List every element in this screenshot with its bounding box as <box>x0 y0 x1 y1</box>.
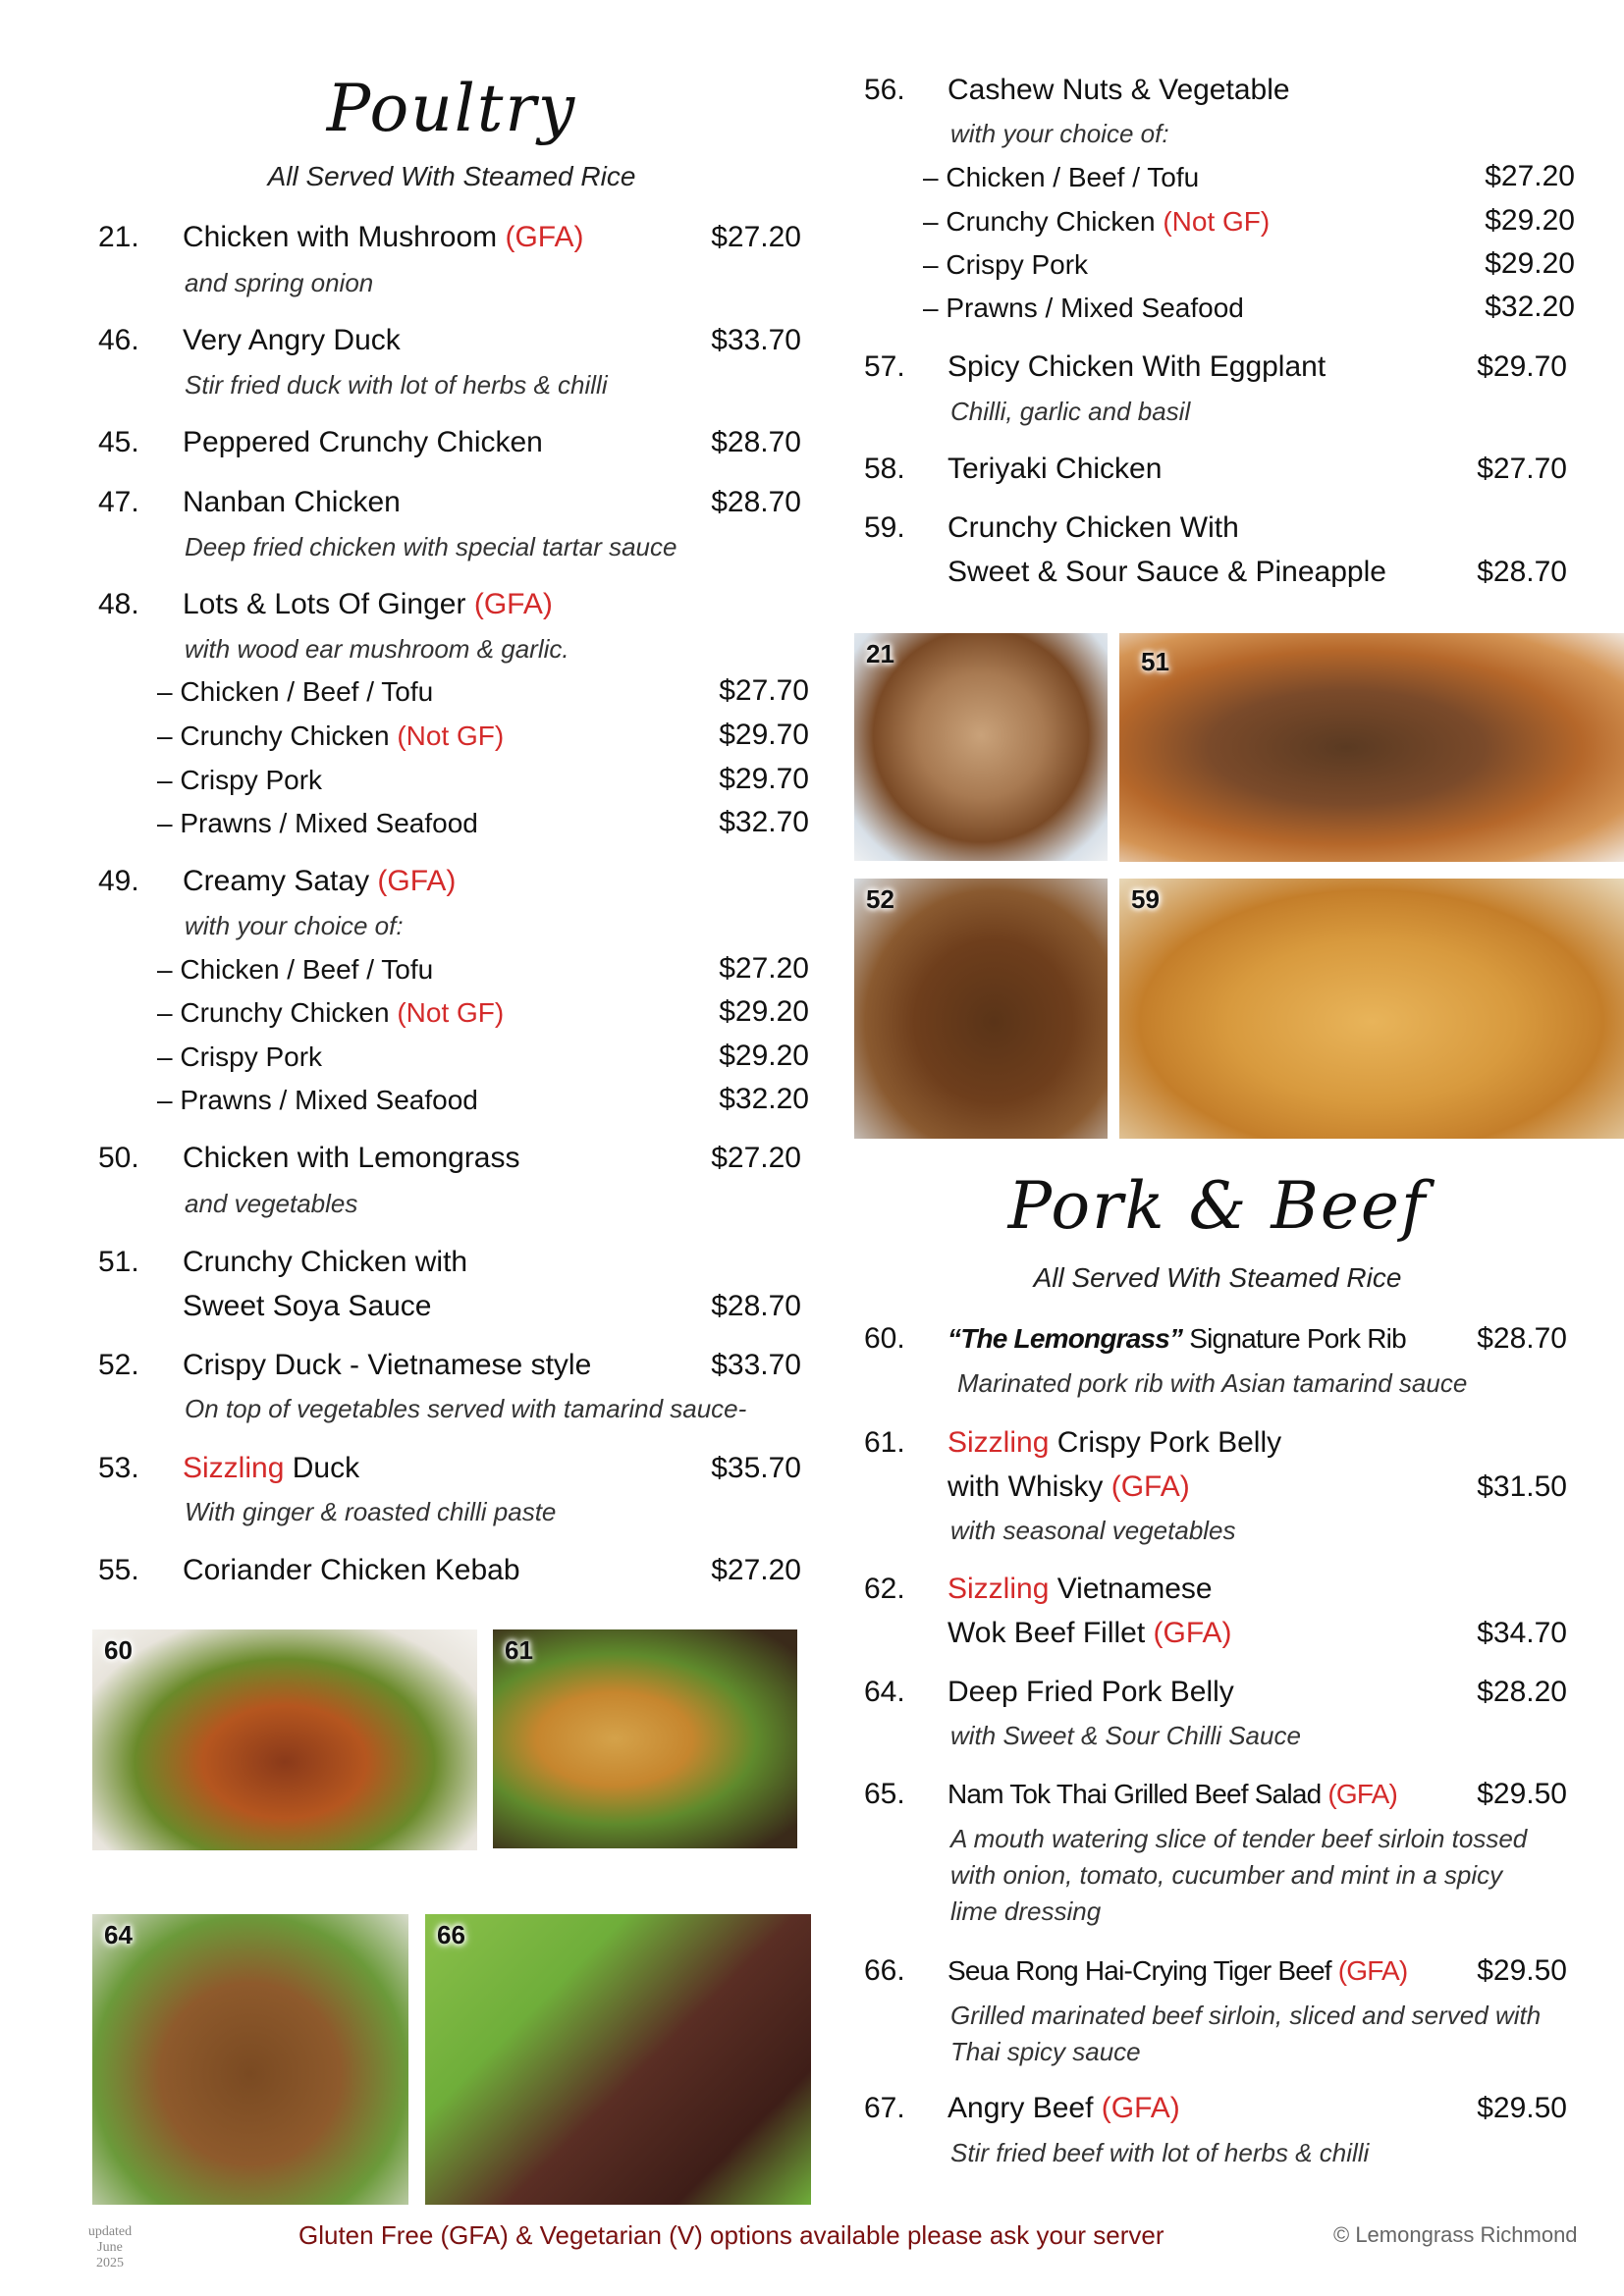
item-price: $27.70 <box>1477 453 1567 485</box>
item-option: – Prawns / Mixed Seafood <box>157 1085 478 1115</box>
sizzling-tag: Sizzling <box>947 1573 1050 1605</box>
item-description: Deep fried chicken with special tartar sauce <box>185 532 677 561</box>
item-name: Angry Beef (GFA) <box>947 2092 1180 2124</box>
item-price: $35.70 <box>711 1452 801 1484</box>
dish-photo-66 <box>425 1914 811 2205</box>
item-name: Sizzling Vietnamese <box>947 1573 1213 1605</box>
section-subtitle-pork-beef: All Served With Steamed Rice <box>1033 1262 1402 1293</box>
item-description: with seasonal vegetables <box>950 1516 1236 1545</box>
item-name-line2: Sweet & Sour Sauce & Pineapple <box>947 556 1386 588</box>
gfa-tag: (GFA) <box>1327 1779 1398 1809</box>
item-description: with Sweet & Sour Chilli Sauce <box>950 1721 1301 1750</box>
item-name: Sizzling Crispy Pork Belly <box>947 1426 1282 1459</box>
item-price: $33.70 <box>711 324 801 356</box>
item-name: Cashew Nuts & Vegetable <box>947 74 1290 106</box>
item-name: Deep Fried Pork Belly <box>947 1676 1234 1708</box>
sizzling-tag: Sizzling <box>183 1452 285 1484</box>
photo-label: 59 <box>1131 884 1160 914</box>
item-name: Peppered Crunchy Chicken <box>183 426 543 458</box>
option-price: $27.20 <box>719 952 809 985</box>
item-description: On top of vegetables served with tamarind sauce- <box>185 1394 747 1423</box>
item-price: $27.20 <box>711 1142 801 1174</box>
photo-label: 66 <box>437 1920 465 1949</box>
item-number: 67. <box>864 2092 905 2124</box>
item-number: 52. <box>98 1349 139 1381</box>
item-option: – Crispy Pork <box>923 249 1089 280</box>
item-price: $29.50 <box>1477 1778 1567 1810</box>
item-name: Nanban Chicken <box>183 486 401 518</box>
item-description: and vegetables <box>185 1189 358 1218</box>
gfa-tag: (GFA) <box>1337 1955 1408 1986</box>
dietary-note: Gluten Free (GFA) & Vegetarian (V) options available please ask your server <box>298 2220 1164 2250</box>
photo-label: 64 <box>104 1920 133 1949</box>
sizzling-tag: Sizzling <box>947 1426 1050 1459</box>
item-description: Stir fried duck with lot of herbs & chilli <box>185 370 608 400</box>
item-name: Sizzling Duck <box>183 1452 360 1484</box>
item-number: 64. <box>864 1676 905 1708</box>
option-price: $27.70 <box>719 674 809 707</box>
item-name: Crunchy Chicken With <box>947 511 1239 544</box>
item-option: – Prawns / Mixed Seafood <box>157 808 478 838</box>
item-price: $29.70 <box>1477 350 1567 383</box>
photo-label: 21 <box>866 639 894 668</box>
option-price: $29.20 <box>719 995 809 1028</box>
item-number: 45. <box>98 426 139 458</box>
dish-photo-21 <box>854 633 1108 861</box>
option-price: $32.20 <box>719 1083 809 1115</box>
item-name: Spicy Chicken With Eggplant <box>947 350 1326 383</box>
item-description: with wood ear mushroom & garlic. <box>185 634 569 664</box>
item-number: 47. <box>98 486 139 518</box>
item-name: Creamy Satay (GFA) <box>183 865 457 897</box>
item-option: – Crispy Pork <box>157 1041 323 1072</box>
item-name-line2: with Whisky (GFA) <box>947 1470 1190 1503</box>
gfa-tag: (GFA) <box>473 588 553 620</box>
item-description: lime dressing <box>950 1896 1102 1926</box>
item-number: 48. <box>98 588 139 620</box>
item-option: – Chicken / Beef / Tofu <box>923 162 1200 192</box>
item-option: – Crunchy Chicken (Not GF) <box>157 721 505 751</box>
item-name-line2: Sweet Soya Sauce <box>183 1290 432 1322</box>
item-description: Marinated pork rib with Asian tamarind sauce <box>957 1368 1468 1398</box>
gfa-tag: (GFA) <box>1110 1470 1190 1503</box>
item-description: With ginger & roasted chilli paste <box>185 1497 557 1526</box>
option-price: $29.70 <box>719 719 809 751</box>
dish-photo-64 <box>92 1914 408 2205</box>
item-number: 60. <box>864 1322 905 1355</box>
option-price: $32.20 <box>1485 291 1575 323</box>
item-name: Chicken with Mushroom (GFA) <box>183 221 584 253</box>
not-gf-tag: (Not GF) <box>397 721 505 751</box>
item-number: 55. <box>98 1554 139 1586</box>
gfa-tag: (GFA) <box>377 865 457 897</box>
section-title-pork-beef: Pork & Beef <box>1007 1168 1428 1244</box>
item-option: – Prawns / Mixed Seafood <box>923 293 1244 323</box>
item-number: 57. <box>864 350 905 383</box>
not-gf-tag: (Not GF) <box>397 997 505 1028</box>
option-price: $32.70 <box>719 806 809 838</box>
item-option: – Chicken / Beef / Tofu <box>157 676 434 707</box>
item-name: Chicken with Lemongrass <box>183 1142 520 1174</box>
item-name: Crunchy Chicken with <box>183 1246 468 1278</box>
item-description: Grilled marinated beef sirloin, sliced and served with <box>950 2001 1542 2030</box>
item-name: Seua Rong Hai-Crying Tiger Beef (GFA) <box>947 1955 1408 1986</box>
option-price: $29.20 <box>1485 247 1575 280</box>
item-name: Crispy Duck - Vietnamese style <box>183 1349 592 1381</box>
item-name: Teriyaki Chicken <box>947 453 1163 485</box>
photo-label: 52 <box>866 884 894 914</box>
item-number: 46. <box>98 324 139 356</box>
gfa-tag: (GFA) <box>1153 1617 1232 1649</box>
item-price: $27.20 <box>711 221 801 253</box>
item-description: and spring onion <box>185 268 374 297</box>
section-subtitle-poultry: All Served With Steamed Rice <box>267 161 636 191</box>
item-description: Chilli, garlic and basil <box>950 397 1191 426</box>
option-price: $27.20 <box>1485 160 1575 192</box>
item-number: 62. <box>864 1573 905 1605</box>
dish-photo-52 <box>854 879 1108 1139</box>
item-name: Coriander Chicken Kebab <box>183 1554 520 1586</box>
item-number: 56. <box>864 74 905 106</box>
item-number: 66. <box>864 1954 905 1987</box>
photo-label: 61 <box>505 1635 533 1665</box>
item-description: with your choice of: <box>950 119 1169 148</box>
item-name: “The Lemongrass” Signature Pork Rib <box>947 1323 1406 1354</box>
item-price: $28.70 <box>711 426 801 458</box>
item-number: 59. <box>864 511 905 544</box>
photo-label: 60 <box>104 1635 133 1665</box>
item-option: – Chicken / Beef / Tofu <box>157 954 434 985</box>
item-price: $28.20 <box>1477 1676 1567 1708</box>
item-price: $29.50 <box>1477 1954 1567 1987</box>
item-price: $27.20 <box>711 1554 801 1586</box>
dish-photo-61 <box>493 1629 797 1848</box>
section-title-poultry: Poultry <box>326 71 577 146</box>
item-description: with onion, tomato, cucumber and mint in a spicy <box>950 1860 1503 1890</box>
photo-label: 51 <box>1141 647 1169 676</box>
item-option: – Crunchy Chicken (Not GF) <box>157 997 505 1028</box>
item-name-line2: Wok Beef Fillet (GFA) <box>947 1617 1232 1649</box>
updated-date: updated June 2025 <box>87 2224 133 2270</box>
item-name: Lots & Lots Of Ginger (GFA) <box>183 588 553 620</box>
dish-photo-60 <box>92 1629 477 1850</box>
option-price: $29.20 <box>719 1040 809 1072</box>
item-price: $34.70 <box>1477 1617 1567 1649</box>
item-price: $28.70 <box>1477 556 1567 588</box>
item-description: Stir fried beef with lot of herbs & chilli <box>950 2138 1370 2167</box>
item-number: 61. <box>864 1426 905 1459</box>
item-price: $31.50 <box>1477 1470 1567 1503</box>
item-number: 49. <box>98 865 139 897</box>
item-name: Nam Tok Thai Grilled Beef Salad (GFA) <box>947 1779 1398 1809</box>
copyright: © Lemongrass Richmond <box>1333 2222 1578 2247</box>
dish-photo-51 <box>1119 633 1624 862</box>
item-number: 58. <box>864 453 905 485</box>
item-description: Thai spicy sauce <box>950 2037 1141 2066</box>
item-number: 65. <box>864 1778 905 1810</box>
not-gf-tag: (Not GF) <box>1163 206 1271 237</box>
item-description: A mouth watering slice of tender beef sirloin tossed <box>950 1824 1528 1853</box>
item-number: 50. <box>98 1142 139 1174</box>
item-number: 51. <box>98 1246 139 1278</box>
gfa-tag: (GFA) <box>1101 2092 1180 2124</box>
gfa-tag: (GFA) <box>505 221 584 253</box>
item-price: $33.70 <box>711 1349 801 1381</box>
item-number: 21. <box>98 221 139 253</box>
option-price: $29.20 <box>1485 204 1575 237</box>
dish-photo-59 <box>1119 879 1624 1139</box>
item-price: $28.70 <box>1477 1322 1567 1355</box>
item-price: $29.50 <box>1477 2092 1567 2124</box>
item-option: – Crispy Pork <box>157 765 323 795</box>
option-price: $29.70 <box>719 763 809 795</box>
item-option: – Crunchy Chicken (Not GF) <box>923 206 1271 237</box>
signature-label: “The Lemongrass” <box>947 1323 1183 1354</box>
item-price: $28.70 <box>711 486 801 518</box>
item-price: $28.70 <box>711 1290 801 1322</box>
item-description: with your choice of: <box>185 911 404 940</box>
item-name: Very Angry Duck <box>183 324 401 356</box>
item-number: 53. <box>98 1452 139 1484</box>
